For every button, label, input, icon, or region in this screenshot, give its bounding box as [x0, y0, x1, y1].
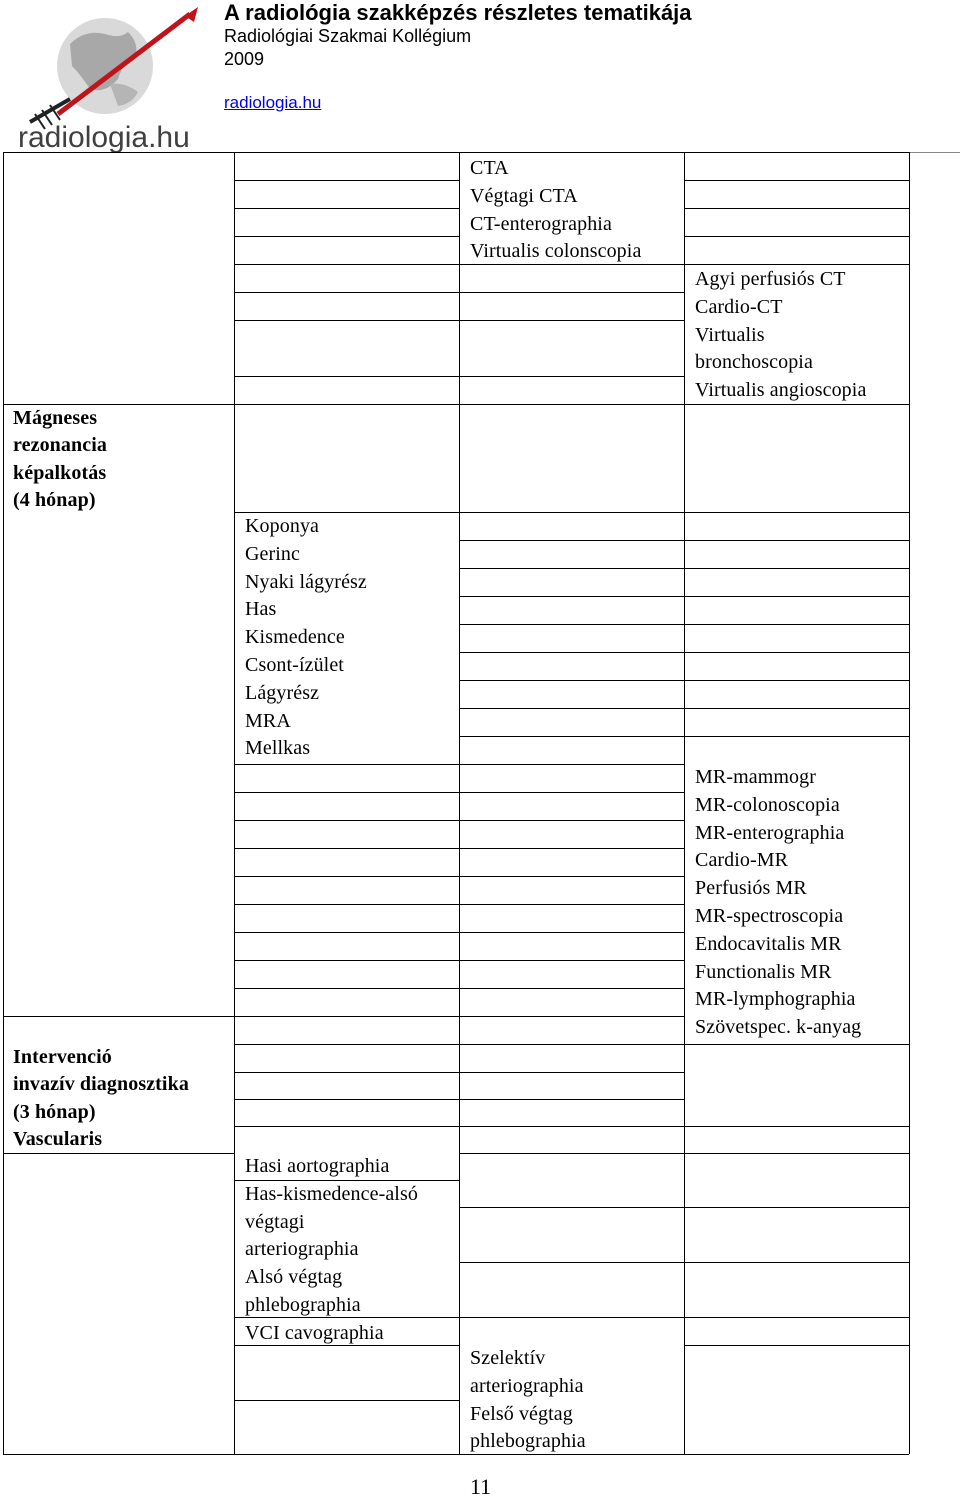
table-row-line — [459, 1153, 909, 1154]
document-year: 2009 — [224, 49, 265, 69]
table-row-line — [234, 848, 684, 849]
table-row-line — [684, 180, 909, 181]
table-row-line — [234, 1044, 909, 1045]
table-row-line — [234, 988, 684, 989]
table-row-line — [684, 236, 909, 237]
table-row-line — [459, 736, 909, 737]
ct-special-methods-cell: Agyi perfusiós CT Cardio-CT Virtualis bronchoscopia Virtualis angioscopia — [695, 268, 867, 402]
table-border-top — [3, 152, 909, 153]
table-row-line — [3, 1016, 684, 1017]
table-row-line — [234, 932, 684, 933]
table-row-line — [234, 180, 459, 181]
logo-text: radiologia.hu — [18, 121, 190, 154]
intervention-section-heading: Intervenció invazív diagnosztika (3 hónap) Vascularis — [13, 1046, 189, 1150]
radiologia-link[interactable]: radiologia.hu — [224, 93, 322, 112]
table-row-line — [459, 680, 909, 681]
table-row-line — [459, 708, 909, 709]
table-row-line — [684, 208, 909, 209]
table-row-line — [684, 1345, 909, 1346]
vascular-selective-cell: Szelektív arteriographia Felső végtag phlebographia — [470, 1347, 586, 1453]
table-row-line — [459, 1207, 909, 1208]
table-col-divider-1 — [234, 152, 235, 1454]
table-col-divider-3 — [684, 152, 685, 1454]
table-row-line — [459, 652, 909, 653]
table-col-divider-2 — [459, 152, 460, 1454]
mr-section-heading: Mágneses rezonancia képalkotás (4 hónap) — [13, 407, 107, 511]
table-row-line — [459, 624, 909, 625]
table-row-line — [459, 596, 909, 597]
vascular-basic-cell: Hasi aortographia Has-kismedence-alsó végtagi arteriographia Alsó végtag phlebographia VCI cavographia — [245, 1155, 418, 1344]
page-number: 11 — [470, 1474, 492, 1499]
ct-methods-cell: CTA Végtagi CTA CT-enterographia Virtualis colonscopia — [470, 157, 642, 263]
table-row-line — [234, 960, 684, 961]
table-row-line — [234, 792, 684, 793]
table-border-left — [3, 152, 4, 1454]
table-row-line — [234, 320, 684, 321]
table-row-line — [234, 292, 684, 293]
table-row-line — [234, 820, 684, 821]
table-border-bottom — [3, 1454, 909, 1455]
table-row-line — [234, 904, 684, 905]
table-row-line — [234, 1126, 909, 1127]
document-title: A radiológia szakképzés részletes tematikája — [224, 0, 692, 25]
table-row-line — [459, 568, 909, 569]
table-row-line — [234, 1400, 459, 1401]
table-row-line — [234, 764, 684, 765]
table-row-line — [459, 540, 909, 541]
table-row-line — [459, 1262, 909, 1263]
table-row-line — [234, 376, 684, 377]
table-row-line — [234, 236, 459, 237]
table-border-right — [909, 152, 910, 1454]
document-subtitle: Radiológiai Szakmai Kollégium — [224, 26, 472, 46]
mr-special-methods-cell: MR-mammogr MR-colonoscopia MR-enterographia Cardio-MR Perfusiós MR MR-spectroscopia Endocavitalis MR Functionalis MR MR-lymphographia Szövetspec. k-anyag — [695, 766, 862, 1039]
table-row-line — [234, 1099, 684, 1100]
table-row-line — [234, 208, 459, 209]
table-row-line — [234, 1072, 684, 1073]
table-row-line — [234, 876, 684, 877]
mr-regions-cell: Koponya Gerinc Nyaki lágyrész Has Kismedence Csont-ízület Lágyrész MRA Mellkas — [245, 515, 367, 760]
